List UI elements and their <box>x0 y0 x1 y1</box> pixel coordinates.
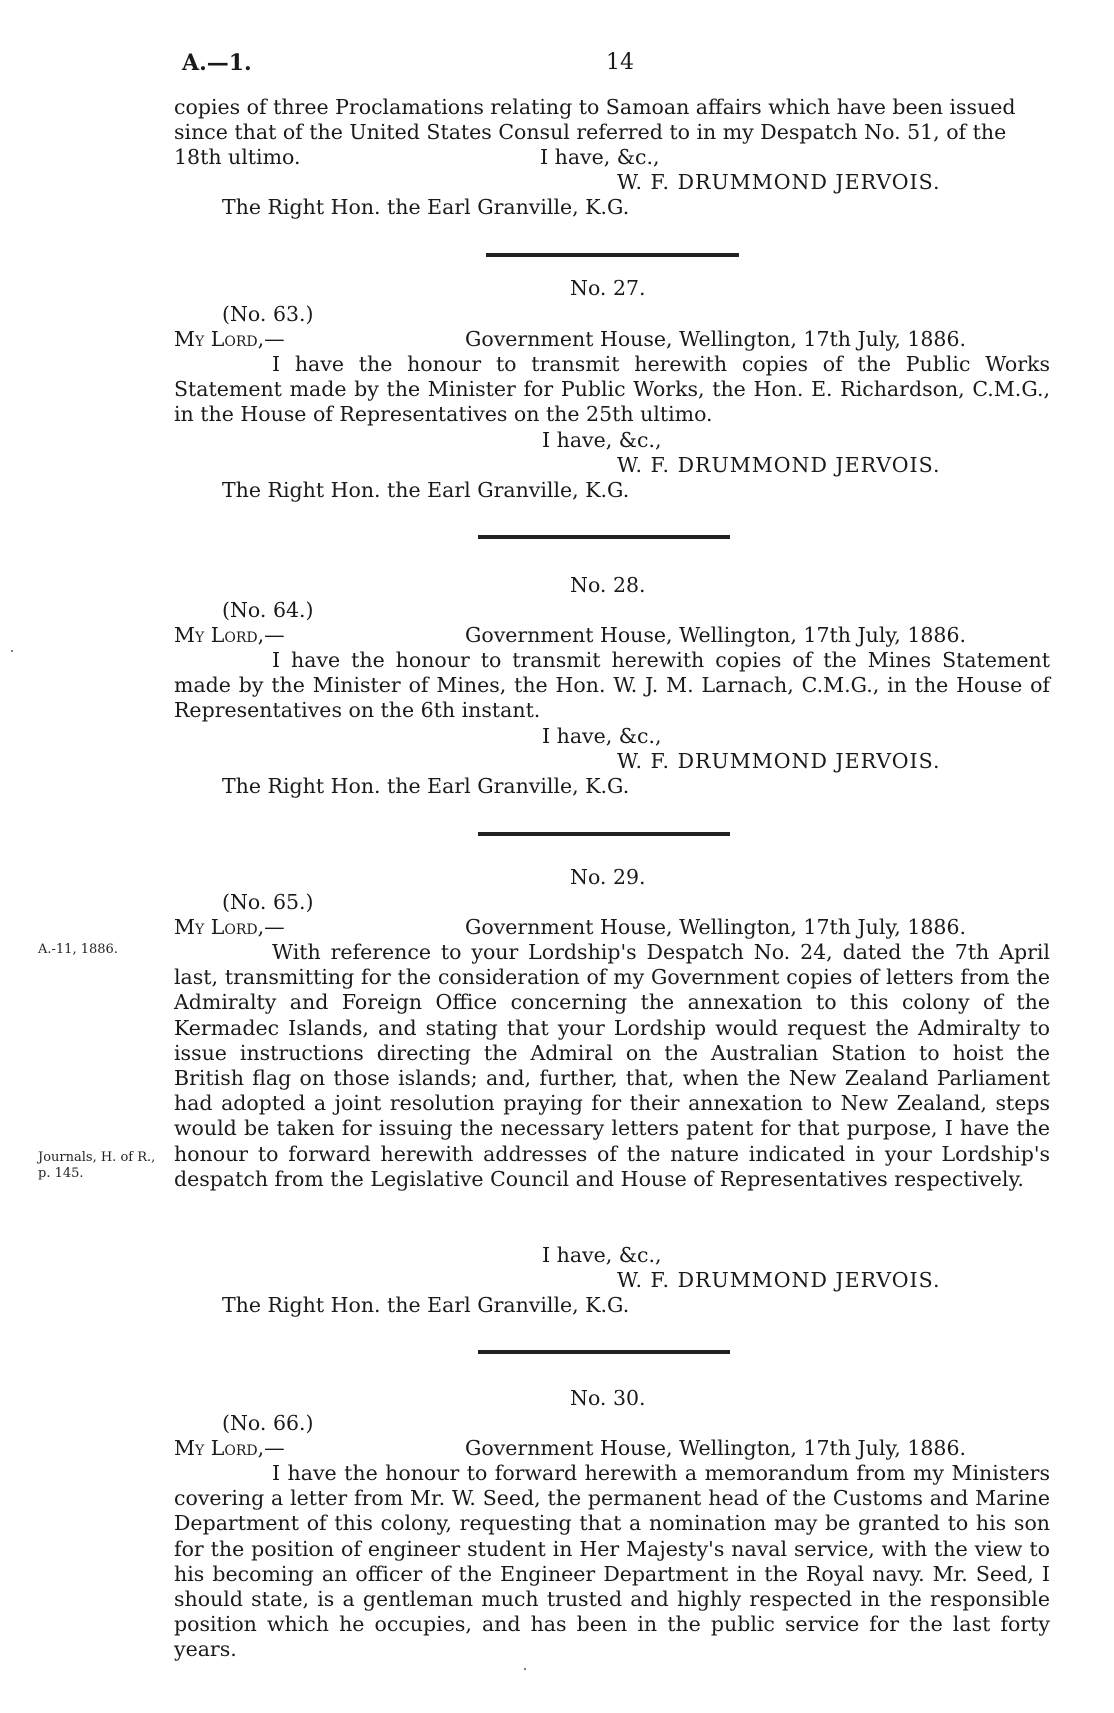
salutation: My Lord,— <box>174 327 285 351</box>
closing: I have, &c., <box>542 428 662 452</box>
section-divider <box>478 832 730 836</box>
section-divider <box>478 1350 730 1354</box>
signature: W. F. DRUMMOND JERVOIS. <box>617 453 941 477</box>
despatch-body-text: With reference to your Lordship's Despatch No. 24, dated the 7th April last, transmitting for the consideration of my Government copies of letters from the Admiralty and Foreign Office concerning the annexation to this colony of the Kermadec Islands, and stating that your Lordship would request the Admiralty to issue instructions directing the Admiral on the Australian Station to hoist the British flag on those islands; and, further, that, when the New Zealand Parliament had adopted a joint resolution praying for their annexation to New Zealand, steps would be taken for issuing the necessary letters patent for that purpose, I have the honour to forward herewith addresses of the nature indicated in your Lordship's despatch from the Legislative Council and House of Representatives respectively. <box>174 940 1050 1191</box>
despatch-number-29: No. 29. <box>570 865 646 889</box>
intro-closing: I have, &c., <box>540 145 660 169</box>
print-speck <box>524 1668 526 1670</box>
closing: I have, &c., <box>542 1243 662 1267</box>
intro-signature: W. F. DRUMMOND JERVOIS. <box>617 170 941 194</box>
location-date: Government House, Wellington, 17th July, 1886. <box>465 327 967 351</box>
location-date: Government House, Wellington, 17th July, 1886. <box>465 1436 967 1460</box>
despatch-body-text: I have the honour to transmit herewith copies of the Mines Statement made by the Minister of Mines, the Hon. W. J. M. Larnach, C.M.G., in the House of Representatives on the 6th instant. <box>174 648 1050 723</box>
despatch-ref-65: (No. 65.) <box>222 890 314 914</box>
despatch-number-30: No. 30. <box>570 1386 646 1410</box>
closing: I have, &c., <box>542 724 662 748</box>
despatch-number-28: No. 28. <box>570 573 646 597</box>
addressee: The Right Hon. the Earl Granville, K.G. <box>222 478 630 502</box>
despatch-body-text: I have the honour to forward herewith a memorandum from my Ministers covering a letter from Mr. W. Seed, the permanent head of the Customs and Marine Department of this colony, requesting that a nomination may be granted to his son for the position of engineer student in Her Majesty's naval service, with the view to his becoming an officer of the Engineer Department in the Royal navy. Mr. Seed, I should state, is a gentleman much trusted and highly respected in the responsible position which he occupies, and has been in the public service for the last forty years. <box>174 1461 1050 1662</box>
intro-addressee: The Right Hon. the Earl Granville, K.G. <box>222 195 630 219</box>
addressee: The Right Hon. the Earl Granville, K.G. <box>222 1293 630 1317</box>
addressee: The Right Hon. the Earl Granville, K.G. <box>222 774 630 798</box>
despatch-body-28 <box>174 648 1050 724</box>
section-divider <box>486 253 739 257</box>
intro-line-3: 18th ultimo. <box>174 145 301 169</box>
margin-note: Journals, H. of R., p. 145. <box>38 1150 156 1181</box>
location-date: Government House, Wellington, 17th July, 1886. <box>465 915 967 939</box>
margin-note: A.-11, 1886. <box>38 942 118 957</box>
despatch-body-29 <box>174 940 1050 1192</box>
despatch-body-text: I have the honour to transmit herewith copies of the Public Works Statement made by the Minister for Public Works, the Hon. E. Richardson, C.M.G., in the House of Representatives on the 25th ultimo. <box>174 352 1050 427</box>
despatch-ref-66: (No. 66.) <box>222 1411 314 1435</box>
despatch-ref-63: (No. 63.) <box>222 302 314 326</box>
document-reference: A.—1. <box>182 50 252 76</box>
salutation: My Lord,— <box>174 1436 285 1460</box>
print-speck <box>11 650 13 652</box>
despatch-body-27 <box>174 352 1050 428</box>
intro-line-1: copies of three Proclamations relating to Samoan affairs which have been issued <box>174 95 1016 119</box>
despatch-ref-64: (No. 64.) <box>222 598 314 622</box>
signature: W. F. DRUMMOND JERVOIS. <box>617 1268 941 1292</box>
intro-line-2: since that of the United States Consul referred to in my Despatch No. 51, of the <box>174 120 1007 144</box>
location-date: Government House, Wellington, 17th July, 1886. <box>465 623 967 647</box>
despatch-number-27: No. 27. <box>570 276 646 300</box>
page-number: 14 <box>606 50 634 75</box>
section-divider <box>478 535 730 539</box>
salutation: My Lord,— <box>174 623 285 647</box>
salutation: My Lord,— <box>174 915 285 939</box>
signature: W. F. DRUMMOND JERVOIS. <box>617 749 941 773</box>
despatch-body-30 <box>174 1461 1050 1663</box>
